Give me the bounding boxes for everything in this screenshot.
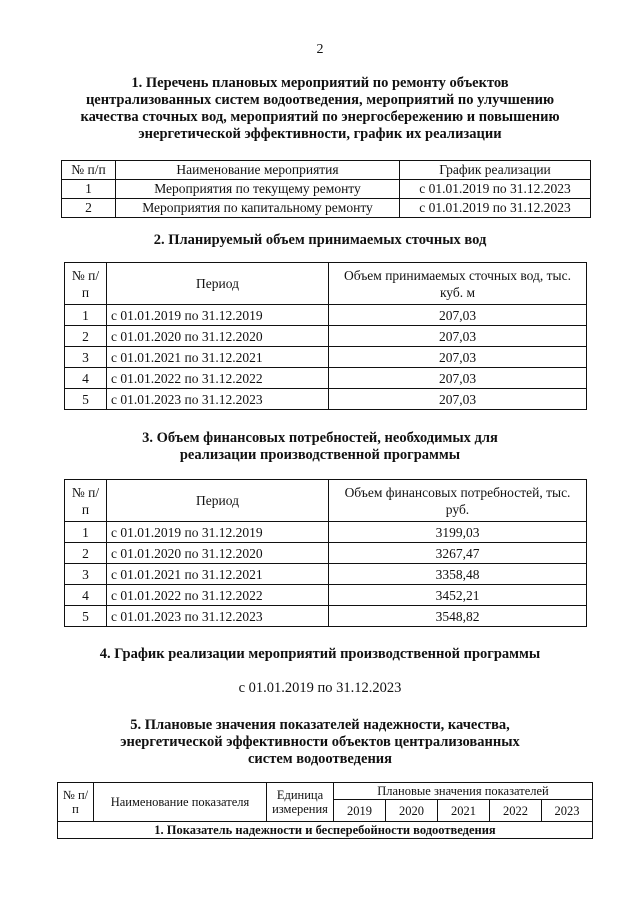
period: с 01.01.2020 по 31.12.2020: [107, 326, 329, 347]
table-row: [65, 305, 587, 326]
table-header-row: [65, 480, 587, 522]
row-number: 2: [62, 199, 116, 218]
section-3-title-line: 3. Объем финансовых потребностей, необходимых для: [142, 430, 498, 446]
col-header-year: 2022: [490, 800, 542, 822]
section-1-title-line: качества сточных вод, мероприятий по энергосбережению и повышению: [80, 109, 560, 125]
col-header-indicator-name: Наименование показателя: [94, 783, 267, 822]
col-header-number: № п/п: [58, 783, 94, 822]
table-row: [65, 347, 587, 368]
col-header-year: 2019: [334, 800, 386, 822]
section-1-title-line: 1. Перечень плановых мероприятий по ремонту объектов: [131, 75, 509, 91]
table-header-row: [65, 263, 587, 305]
volume: 207,03: [329, 326, 587, 347]
measure-name: Мероприятия по капитальному ремонту: [116, 199, 400, 218]
wastewater-volume-table: [64, 262, 587, 410]
amount: 3452,21: [329, 585, 587, 606]
table-row: [65, 368, 587, 389]
row-number: 5: [65, 606, 107, 627]
row-number: 4: [65, 368, 107, 389]
row-number: 2: [65, 543, 107, 564]
period: с 01.01.2023 по 31.12.2023: [107, 389, 329, 410]
col-header-year: 2020: [386, 800, 438, 822]
table-row: [65, 543, 587, 564]
table-row: [62, 199, 591, 218]
table-header-row: [62, 161, 591, 180]
row-number: 3: [65, 564, 107, 585]
amount: 3358,48: [329, 564, 587, 585]
volume: 207,03: [329, 368, 587, 389]
section-5-title-line: энергетической эффективности объектов централизованных: [120, 734, 520, 750]
table-header-row: [58, 783, 593, 800]
financial-needs-table: [64, 479, 587, 627]
period: с 01.01.2019 по 31.12.2019: [107, 522, 329, 543]
section-4-period: с 01.01.2019 по 31.12.2023: [238, 680, 402, 696]
schedule: с 01.01.2019 по 31.12.2023: [400, 199, 591, 218]
period: с 01.01.2021 по 31.12.2021: [107, 564, 329, 585]
table-row: [65, 522, 587, 543]
section-5-title-line: систем водоотведения: [247, 751, 393, 767]
row-number: 1: [62, 180, 116, 199]
amount: 3199,03: [329, 522, 587, 543]
volume: 207,03: [329, 305, 587, 326]
section-subheader: 1. Показатель надежности и бесперебойности водоотведения: [58, 822, 593, 839]
indicators-table: [57, 782, 593, 839]
section-1-title-line: централизованных систем водоотведения, мероприятий по улучшению: [85, 92, 555, 108]
col-header-year: 2021: [438, 800, 490, 822]
period: с 01.01.2019 по 31.12.2019: [107, 305, 329, 326]
table-section-row: [58, 822, 593, 839]
col-header-planned-values: Плановые значения показателей: [334, 783, 593, 800]
section-1-title: [0, 75, 640, 143]
col-header-unit: Единица измерения: [267, 783, 334, 822]
amount: 3267,47: [329, 543, 587, 564]
section-2-title: 2. Планируемый объем принимаемых сточных вод: [153, 232, 487, 248]
section-5-title-line: 5. Плановые значения показателей надежности, качества,: [130, 717, 510, 733]
table-row: [65, 606, 587, 627]
section-5-title: [0, 717, 640, 768]
period: с 01.01.2022 по 31.12.2022: [107, 585, 329, 606]
measure-name: Мероприятия по текущему ремонту: [116, 180, 400, 199]
row-number: 3: [65, 347, 107, 368]
section-4-title: 4. График реализации мероприятий производственной программы: [99, 646, 541, 662]
col-header-period: Период: [107, 263, 329, 305]
measures-table: [61, 160, 591, 218]
table-row: [65, 564, 587, 585]
volume: 207,03: [329, 389, 587, 410]
row-number: 2: [65, 326, 107, 347]
row-number: 1: [65, 522, 107, 543]
table-row: [65, 389, 587, 410]
page-number: 2: [316, 42, 324, 57]
col-header-number: № п/п: [65, 480, 107, 522]
col-header-year: 2023: [542, 800, 593, 822]
period: с 01.01.2022 по 31.12.2022: [107, 368, 329, 389]
row-number: 5: [65, 389, 107, 410]
col-header-number: № п/п: [62, 161, 116, 180]
period: с 01.01.2021 по 31.12.2021: [107, 347, 329, 368]
col-header-period: Период: [107, 480, 329, 522]
col-header-financial-needs: Объем финансовых потребностей, тыс. руб.: [329, 480, 587, 522]
table-row: [65, 585, 587, 606]
row-number: 1: [65, 305, 107, 326]
volume: 207,03: [329, 347, 587, 368]
section-3-title-line: реализации производственной программы: [179, 447, 461, 463]
table-row: [62, 180, 591, 199]
col-header-schedule: График реализации: [400, 161, 591, 180]
section-3-title: [0, 430, 640, 464]
period: с 01.01.2023 по 31.12.2023: [107, 606, 329, 627]
col-header-measure-name: Наименование мероприятия: [116, 161, 400, 180]
row-number: 4: [65, 585, 107, 606]
amount: 3548,82: [329, 606, 587, 627]
col-header-number: № п/п: [65, 263, 107, 305]
period: с 01.01.2020 по 31.12.2020: [107, 543, 329, 564]
schedule: с 01.01.2019 по 31.12.2023: [400, 180, 591, 199]
table-row: [65, 326, 587, 347]
col-header-volume: Объем принимаемых сточных вод, тыс. куб. м: [329, 263, 587, 305]
section-1-title-line: энергетической эффективности, график их реализации: [138, 126, 502, 142]
